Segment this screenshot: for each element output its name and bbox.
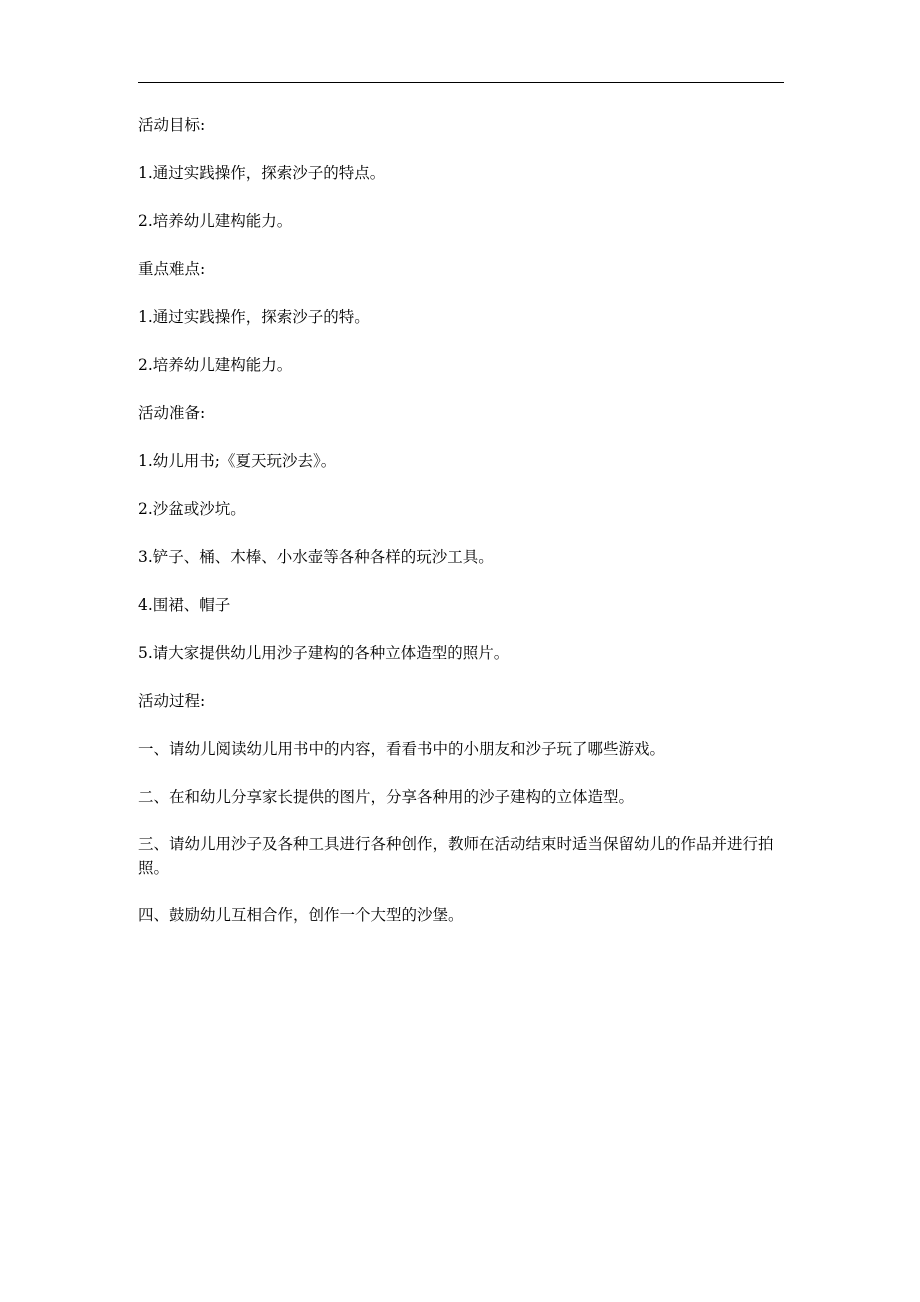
preparation-item-2: 2.沙盆或沙坑。 xyxy=(138,500,246,518)
goal-item-1: 1.通过实践操作，探索沙子的特点。 xyxy=(138,164,386,182)
goal-item-2: 2.培养幼儿建构能力。 xyxy=(138,212,293,230)
preparation-item-3: 3.铲子、桶、木棒、小水壶等各种各样的玩沙工具。 xyxy=(138,548,494,566)
section-heading-goals: 活动目标: xyxy=(138,116,206,134)
section-heading-key-points: 重点难点: xyxy=(138,260,206,278)
section-heading-process: 活动过程: xyxy=(138,692,206,710)
preparation-item-1: 1.幼儿用书;《夏天玩沙去》。 xyxy=(138,452,337,470)
process-item-1: 一、请幼儿阅读幼儿用书中的内容，看看书中的小朋友和沙子玩了哪些游戏。 xyxy=(138,740,666,758)
section-heading-preparation: 活动准备: xyxy=(138,404,206,422)
document-body xyxy=(138,112,784,928)
process-item-2: 二、在和幼儿分享家长提供的图片，分享各种用的沙子建构的立体造型。 xyxy=(138,788,635,806)
process-item-3: 三、请幼儿用沙子及各种工具进行各种创作，教师在活动结束时适当保留幼儿的作品并进行拍照。 xyxy=(138,835,774,877)
preparation-item-4: 4.围裙、帽子 xyxy=(138,596,231,614)
preparation-item-5: 5.请大家提供幼儿用沙子建构的各种立体造型的照片。 xyxy=(138,644,510,662)
key-point-item-2: 2.培养幼儿建构能力。 xyxy=(138,356,293,374)
process-item-4: 四、鼓励幼儿互相合作，创作一个大型的沙堡。 xyxy=(138,906,464,924)
header-rule xyxy=(138,82,784,83)
key-point-item-1: 1.通过实践操作，探索沙子的特。 xyxy=(138,308,370,326)
